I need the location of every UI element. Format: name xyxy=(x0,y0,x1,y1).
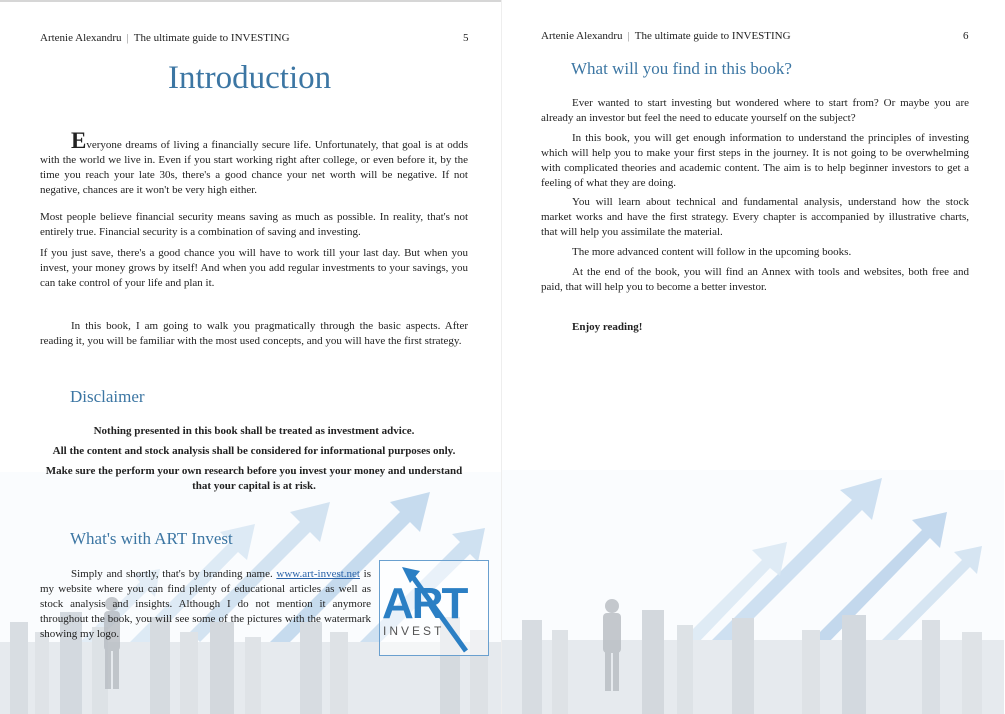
disclaimer-heading: Disclaimer xyxy=(70,387,145,406)
page-number: 6 xyxy=(963,30,969,42)
drop-cap: E xyxy=(71,128,87,153)
closing-text: Enjoy reading! xyxy=(572,321,643,333)
logo-art-text: ART xyxy=(382,579,467,628)
intro-paragraph-1 xyxy=(40,128,468,198)
body-paragraph-2: In this book, you will get enough information to understand the principles of investing which will help you to make your first steps in the journey. It is not going to be overwhelming with complicated theories and academic content. The aim is to help beginner investors to get a feeling of what they are doing. xyxy=(541,132,969,189)
art-invest-heading: What's with ART Invest xyxy=(70,529,233,548)
running-header xyxy=(40,32,290,44)
disclaimer-line-2: All the content and stock analysis shall be considered for informational purposes only. xyxy=(52,445,456,457)
page-left xyxy=(0,0,502,714)
website-link[interactable]: www.art-invest.net xyxy=(276,568,360,580)
logo-invest-text: INVEST xyxy=(383,624,445,638)
intro-paragraph-2: Most people believe financial security means saving as much as possible. In reality, that's not entirely true. Financial security is a combination of saving and investing. xyxy=(40,211,468,238)
page-right xyxy=(502,0,1004,714)
intro-paragraph-4: In this book, I am going to walk you pragmatically through the basic aspects. After reading it, you will be familiar with the most used concepts, and you will have the first strategy. xyxy=(40,320,468,347)
body-paragraph-3: You will learn about technical and fundamental analysis, understand how the stock market works and have the first strategy. Every chapter is accompanied by illustrative charts, that will help you assimilate the material. xyxy=(541,196,969,238)
art-text-before: Simply and shortly, that's by branding name. xyxy=(71,568,273,580)
header-separator: | xyxy=(126,32,129,44)
disclaimer-line-3: Make sure the perform your own research before you invest your money and understand that your capital is at risk. xyxy=(45,465,463,492)
header-author: Artenie Alexandru xyxy=(541,30,623,42)
art-invest-paragraph xyxy=(40,567,371,642)
header-author: Artenie Alexandru xyxy=(40,32,122,44)
art-invest-logo xyxy=(379,560,489,656)
city-arrows-background xyxy=(502,470,1004,714)
art-text-after: is my website where you can find plenty of educational articles as well as stock analysis and insights. Although I do not mention it anymore throughout the book, you will see some of the pictures with the watermark showing my logo. xyxy=(40,568,371,640)
section-title: What will you find in this book? xyxy=(571,59,792,78)
body-paragraph-4: The more advanced content will follow in the upcoming books. xyxy=(572,246,852,258)
disclaimer-line-1: Nothing presented in this book shall be treated as investment advice. xyxy=(93,425,415,437)
body-paragraph-5: At the end of the book, you will find an Annex with tools and websites, both free and paid, that will help you to become a better investor. xyxy=(541,266,969,293)
body-paragraph-1: Ever wanted to start investing but wondered where to start from? Or maybe you are already an investor but feel the need to educate yourself on the subject? xyxy=(541,97,969,124)
header-book-title: The ultimate guide to INVESTING xyxy=(634,30,791,42)
header-separator: | xyxy=(627,30,630,42)
page-number: 5 xyxy=(463,32,469,44)
chapter-title: Introduction xyxy=(168,60,332,96)
intro-paragraph-3: If you just save, there's a good chance you will have to work till your last day. But when you invest, your money grows by itself! And when you add regular investments to your savings, you can take control of your life and plan it. xyxy=(40,247,468,289)
running-header xyxy=(541,30,791,42)
intro-paragraph-1-text: veryone dreams of living a financially secure life. Unfortunately, that goal is at odds with the world we live in. Even if you start working right after college, or even before it, by the time you reach your late 30s, there's a good chance your net worth will be negative. If not negative, chances are it won't be very high either. xyxy=(40,139,468,196)
header-book-title: The ultimate guide to INVESTING xyxy=(133,32,290,44)
